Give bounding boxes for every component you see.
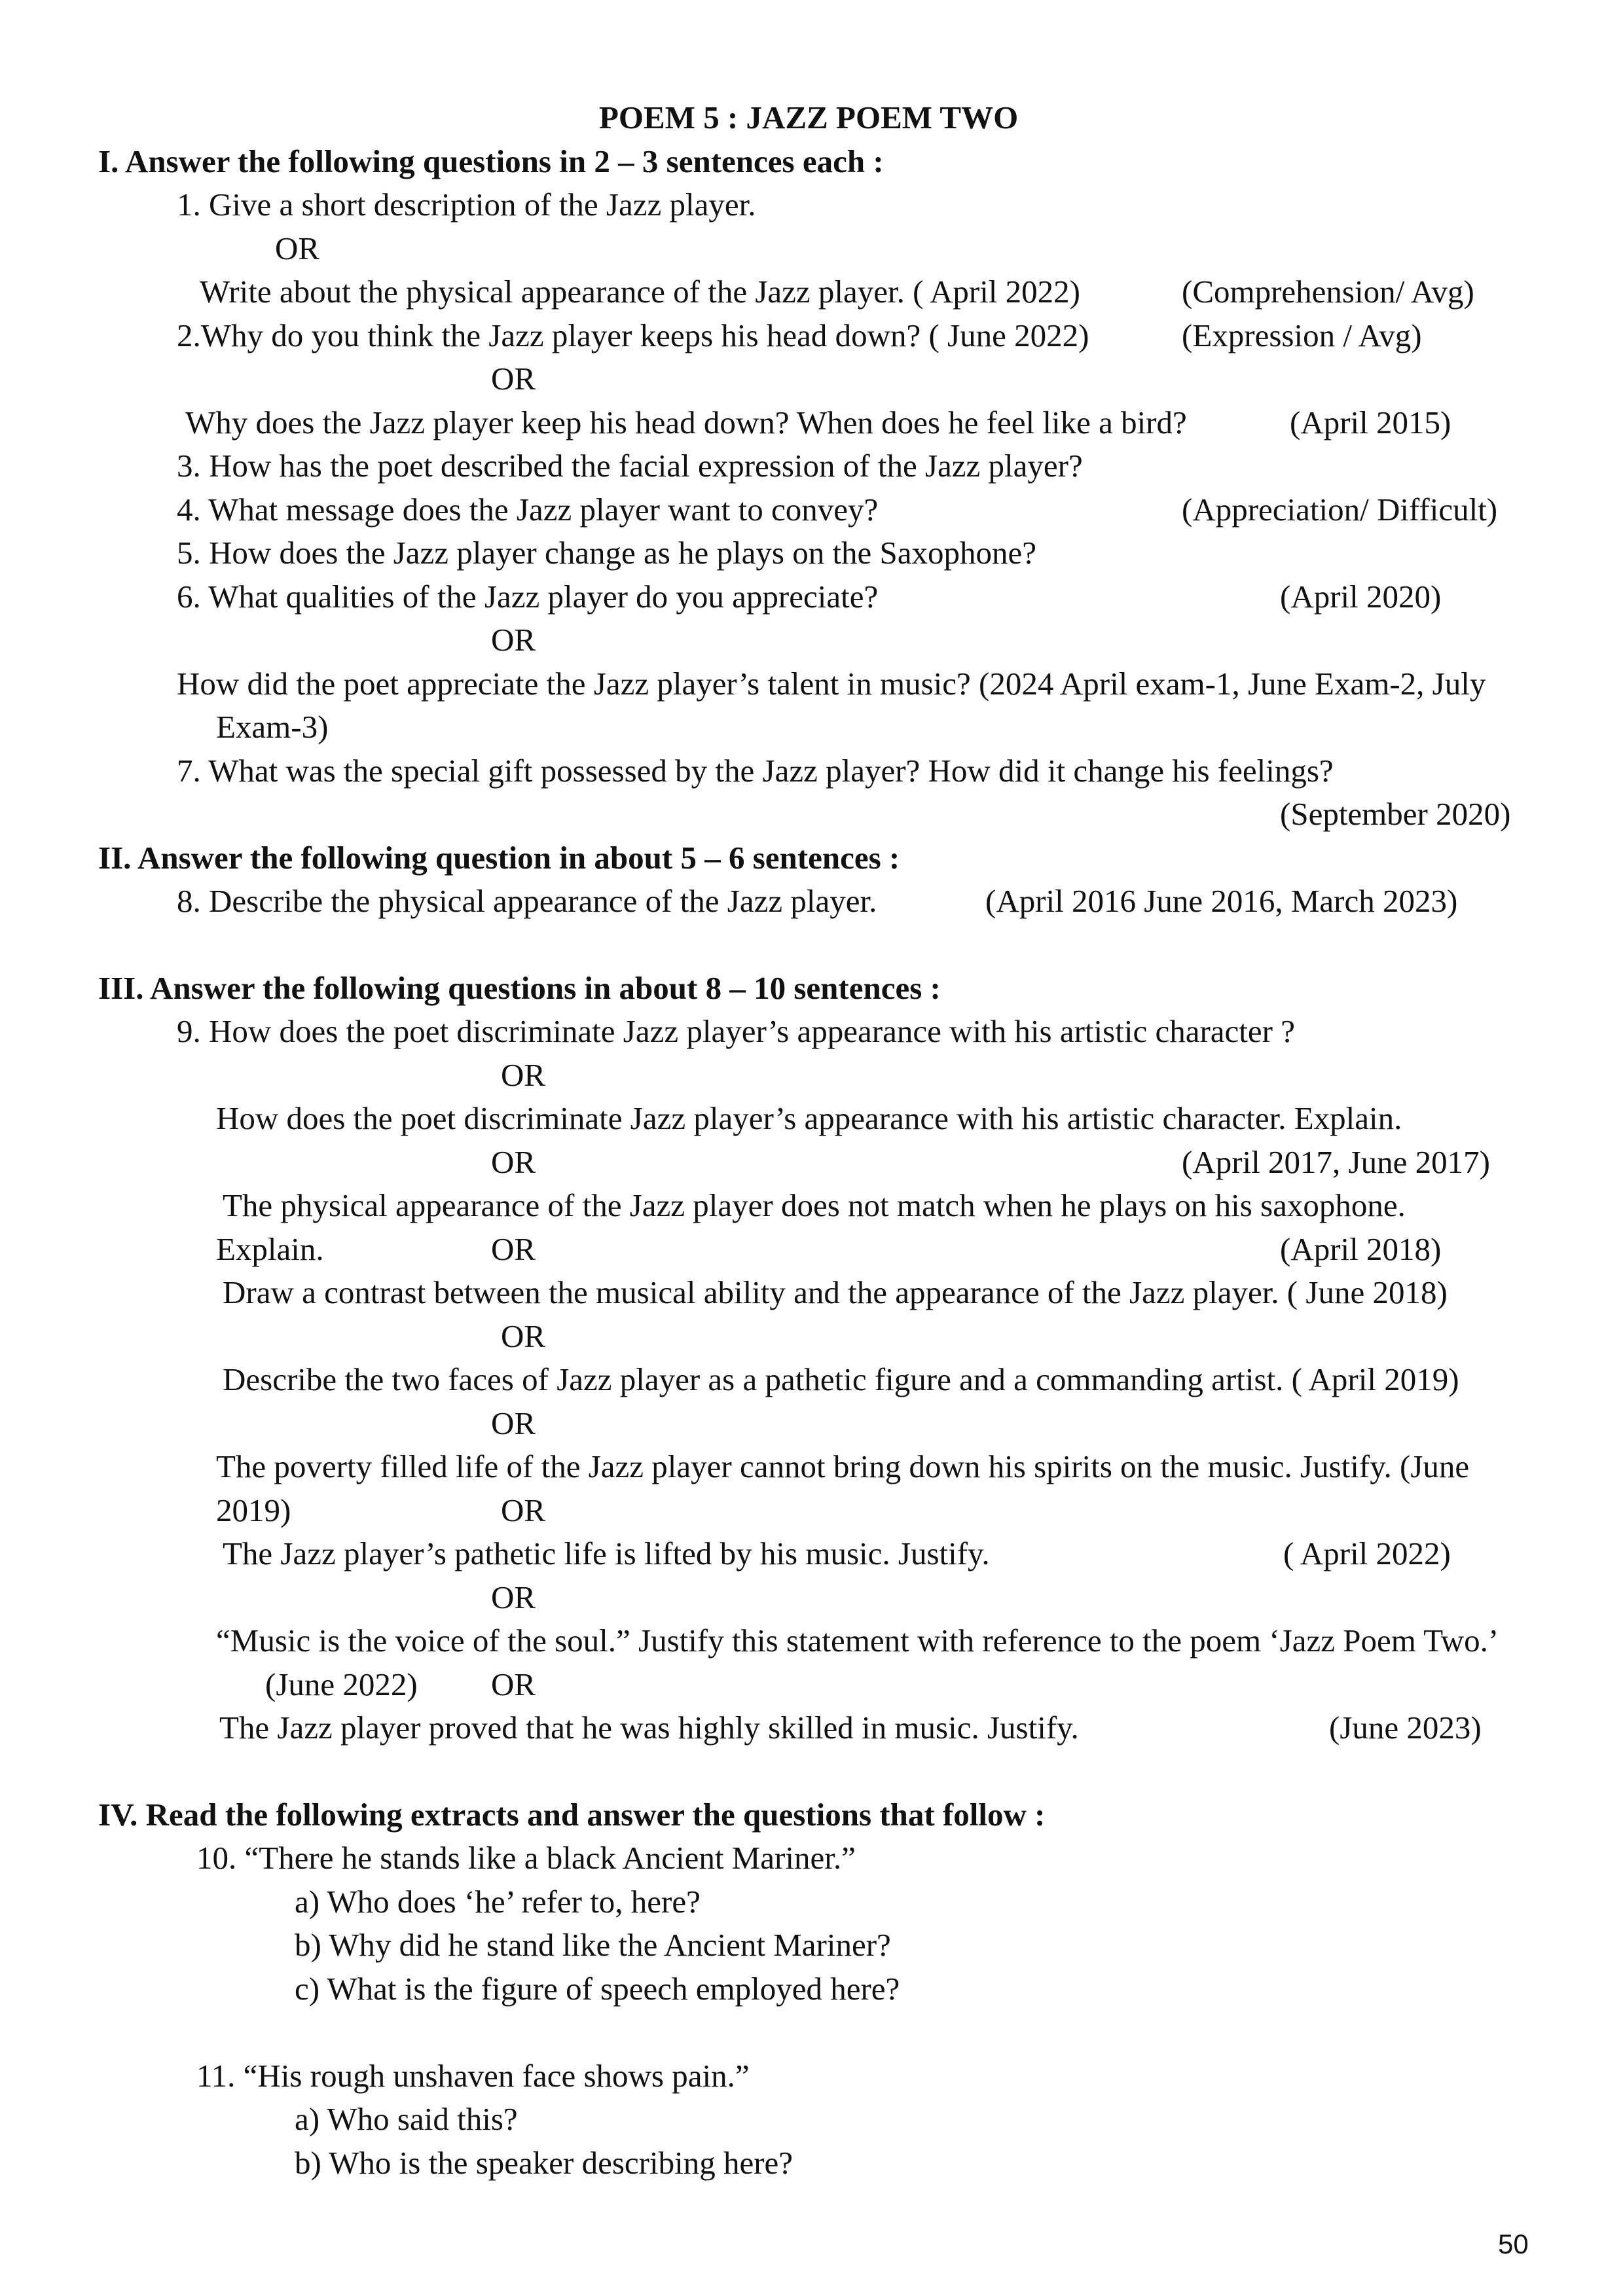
question-2-tag: (Expression / Avg) (1182, 317, 1422, 353)
question-2-alternative-tag: (April 2015) (1290, 404, 1451, 440)
or-separator: OR (275, 230, 320, 266)
page-number: 50 (1498, 2229, 1529, 2259)
question-11-a: a) Who said this? (295, 2101, 518, 2137)
question-10: 10. “There he stands like a black Ancient Mariner.” (196, 1840, 856, 1876)
question-6-tag: (April 2020) (1280, 579, 1442, 615)
question-9-alternative-1-tag: (April 2017, June 2017) (1182, 1144, 1490, 1180)
question-9-alternative-5-line-1: The poverty filled life of the Jazz player cannot bring down his spirits on the music. Justify. (June (216, 1448, 1470, 1484)
question-9-alternative-8-tag: (June 2023) (1329, 1710, 1482, 1746)
question-6: 6. What qualities of the Jazz player do you appreciate? (177, 579, 879, 615)
question-8-tag: (April 2016 June 2016, March 2023) (985, 883, 1458, 919)
question-5: 5. How does the Jazz player change as he plays on the Saxophone? (177, 535, 1037, 571)
question-11-b: b) Who is the speaker describing here? (295, 2145, 793, 2181)
question-2: 2.Why do you think the Jazz player keeps his head down? ( June 2022) (177, 317, 1089, 353)
question-9: 9. How does the poet discriminate Jazz player’s appearance with his artistic character ? (177, 1013, 1295, 1049)
or-separator: OR (501, 1318, 546, 1354)
question-4-tag: (Appreciation/ Difficult) (1182, 492, 1498, 528)
section-1-heading: I. Answer the following questions in 2 – 3 sentences each : (98, 143, 884, 179)
question-1: 1. Give a short description of the Jazz player. (177, 187, 756, 223)
or-separator: OR (501, 1057, 546, 1093)
question-9-alternative-3: Draw a contrast between the musical ability and the appearance of the Jazz player. ( June 2018) (223, 1274, 1448, 1310)
or-separator: OR (501, 1492, 546, 1528)
question-9-alternative-4: Describe the two faces of Jazz player as a pathetic figure and a commanding artist. ( April 2019) (223, 1361, 1459, 1397)
or-separator: OR (491, 361, 536, 397)
or-separator: OR (491, 1579, 536, 1615)
question-10-c: c) What is the figure of speech employed here? (295, 1971, 900, 2007)
question-1-alternative: Write about the physical appearance of the Jazz player. ( April 2022) (200, 274, 1080, 310)
question-11: 11. “His rough unshaven face shows pain.” (196, 2058, 750, 2094)
question-3: 3. How has the poet described the facial expression of the Jazz player? (177, 448, 1083, 484)
question-9-alternative-2-line-2: Explain. (216, 1231, 324, 1267)
question-8: 8. Describe the physical appearance of the Jazz player. (177, 883, 877, 919)
question-9-alternative-2-tag: (April 2018) (1280, 1231, 1442, 1267)
question-9-alternative-5-line-2: 2019) (216, 1492, 291, 1528)
or-separator: OR (491, 1231, 536, 1267)
or-separator: OR (491, 1405, 536, 1441)
question-9-alternative-6: The Jazz player’s pathetic life is lifted by his music. Justify. (223, 1535, 990, 1571)
or-separator: OR (491, 622, 536, 658)
question-9-alternative-8: The Jazz player proved that he was highly skilled in music. Justify. (219, 1710, 1079, 1746)
question-9-alternative-7-line-1: “Music is the voice of the soul.” Justify this statement with reference to the poem ‘Jazz Poem Two.’ (216, 1623, 1499, 1659)
question-9-alternative-2-line-1: The physical appearance of the Jazz player does not match when he plays on his saxophone. (223, 1187, 1406, 1223)
question-9-alternative-7-line-2: (June 2022) (265, 1666, 418, 1702)
question-6-alternative-line-1: How did the poet appreciate the Jazz player’s talent in music? (2024 April exam-1, June Exam-2, July (177, 666, 1486, 702)
question-10-b: b) Why did he stand like the Ancient Mariner? (295, 1927, 891, 1963)
or-separator: OR (491, 1144, 536, 1180)
or-separator: OR (491, 1666, 536, 1702)
question-9-alternative-1: How does the poet discriminate Jazz player’s appearance with his artistic character. Explain. (216, 1100, 1402, 1136)
question-2-alternative: Why does the Jazz player keep his head down? When does he feel like a bird? (185, 404, 1187, 440)
section-2-heading: II. Answer the following question in about 5 – 6 sentences : (98, 840, 900, 876)
section-4-heading: IV. Read the following extracts and answer the questions that follow : (98, 1797, 1046, 1833)
question-1-tag: (Comprehension/ Avg) (1182, 274, 1474, 310)
question-10-a: a) Who does ‘he’ refer to, here? (295, 1884, 701, 1920)
question-7-tag: (September 2020) (1280, 796, 1511, 832)
question-6-alternative-line-2: Exam-3) (216, 709, 329, 745)
section-3-heading: III. Answer the following questions in about 8 – 10 sentences : (98, 970, 941, 1006)
page-title: POEM 5 : JAZZ POEM TWO (599, 99, 1019, 135)
question-7: 7. What was the special gift possessed by the Jazz player? How did it change his feelings? (177, 753, 1334, 789)
question-4: 4. What message does the Jazz player want to convey? (177, 492, 879, 528)
question-9-alternative-6-tag: ( April 2022) (1283, 1535, 1451, 1571)
